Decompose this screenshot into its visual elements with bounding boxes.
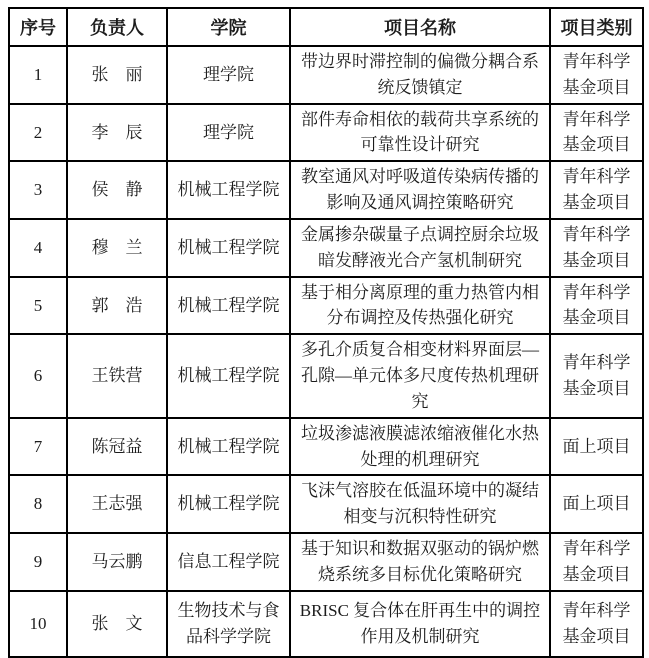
column-header-no: 序号 xyxy=(9,8,67,46)
column-header-name: 负责人 xyxy=(67,8,167,46)
table-row xyxy=(9,161,643,219)
cell-no: 4 xyxy=(9,219,67,277)
table-row xyxy=(9,219,643,277)
cell-project: 飞沫气溶胶在低温环境中的凝结相变与沉积特性研究 xyxy=(290,475,550,533)
cell-no: 8 xyxy=(9,475,67,533)
cell-name: 张 文 xyxy=(67,591,167,657)
cell-project: 带边界时滞控制的偏微分耦合系统反馈镇定 xyxy=(290,46,550,104)
column-header-category: 项目类别 xyxy=(550,8,643,46)
table-row xyxy=(9,533,643,591)
cell-name: 郭 浩 xyxy=(67,277,167,335)
cell-name: 李 辰 xyxy=(67,104,167,162)
cell-project: BRISC 复合体在肝再生中的调控作用及机制研究 xyxy=(290,591,550,657)
cell-category: 青年科学基金项目 xyxy=(550,219,643,277)
cell-college: 机械工程学院 xyxy=(167,475,290,533)
cell-no: 10 xyxy=(9,591,67,657)
table-row xyxy=(9,104,643,162)
cell-category: 青年科学基金项目 xyxy=(550,277,643,335)
cell-college: 生物技术与食品科学学院 xyxy=(167,591,290,657)
cell-project: 部件寿命相依的载荷共享系统的可靠性设计研究 xyxy=(290,104,550,162)
cell-category: 面上项目 xyxy=(550,418,643,476)
cell-name: 侯 静 xyxy=(67,161,167,219)
cell-project: 垃圾渗滤液膜滤浓缩液催化水热处理的机理研究 xyxy=(290,418,550,476)
cell-category: 青年科学基金项目 xyxy=(550,104,643,162)
cell-category: 青年科学基金项目 xyxy=(550,533,643,591)
projects-table xyxy=(8,7,644,658)
table-row xyxy=(9,334,643,417)
table-row xyxy=(9,418,643,476)
cell-project: 金属掺杂碳量子点调控厨余垃圾暗发酵液光合产氢机制研究 xyxy=(290,219,550,277)
cell-no: 6 xyxy=(9,334,67,417)
cell-name: 张 丽 xyxy=(67,46,167,104)
table-row xyxy=(9,277,643,335)
cell-project: 多孔介质复合相变材料界面层—孔隙—单元体多尺度传热机理研究 xyxy=(290,334,550,417)
cell-project: 教室通风对呼吸道传染病传播的影响及通风调控策略研究 xyxy=(290,161,550,219)
cell-name: 王铁营 xyxy=(67,334,167,417)
cell-no: 2 xyxy=(9,104,67,162)
column-header-college: 学院 xyxy=(167,8,290,46)
cell-category: 青年科学基金项目 xyxy=(550,161,643,219)
cell-name: 王志强 xyxy=(67,475,167,533)
cell-category: 青年科学基金项目 xyxy=(550,591,643,657)
cell-name: 马云鹏 xyxy=(67,533,167,591)
cell-name: 穆 兰 xyxy=(67,219,167,277)
cell-no: 5 xyxy=(9,277,67,335)
cell-no: 9 xyxy=(9,533,67,591)
cell-category: 青年科学基金项目 xyxy=(550,46,643,104)
table-row xyxy=(9,591,643,657)
cell-category: 青年科学基金项目 xyxy=(550,334,643,417)
cell-no: 7 xyxy=(9,418,67,476)
cell-college: 机械工程学院 xyxy=(167,219,290,277)
cell-college: 机械工程学院 xyxy=(167,161,290,219)
cell-no: 1 xyxy=(9,46,67,104)
column-header-project: 项目名称 xyxy=(290,8,550,46)
cell-project: 基于知识和数据双驱动的锅炉燃烧系统多目标优化策略研究 xyxy=(290,533,550,591)
cell-project: 基于相分离原理的重力热管内相分布调控及传热强化研究 xyxy=(290,277,550,335)
header-row xyxy=(9,8,643,46)
cell-category: 面上项目 xyxy=(550,475,643,533)
cell-no: 3 xyxy=(9,161,67,219)
cell-college: 理学院 xyxy=(167,104,290,162)
cell-name: 陈冠益 xyxy=(67,418,167,476)
cell-college: 机械工程学院 xyxy=(167,418,290,476)
cell-college: 理学院 xyxy=(167,46,290,104)
cell-college: 机械工程学院 xyxy=(167,277,290,335)
table-row xyxy=(9,46,643,104)
cell-college: 信息工程学院 xyxy=(167,533,290,591)
cell-college: 机械工程学院 xyxy=(167,334,290,417)
table-row xyxy=(9,475,643,533)
